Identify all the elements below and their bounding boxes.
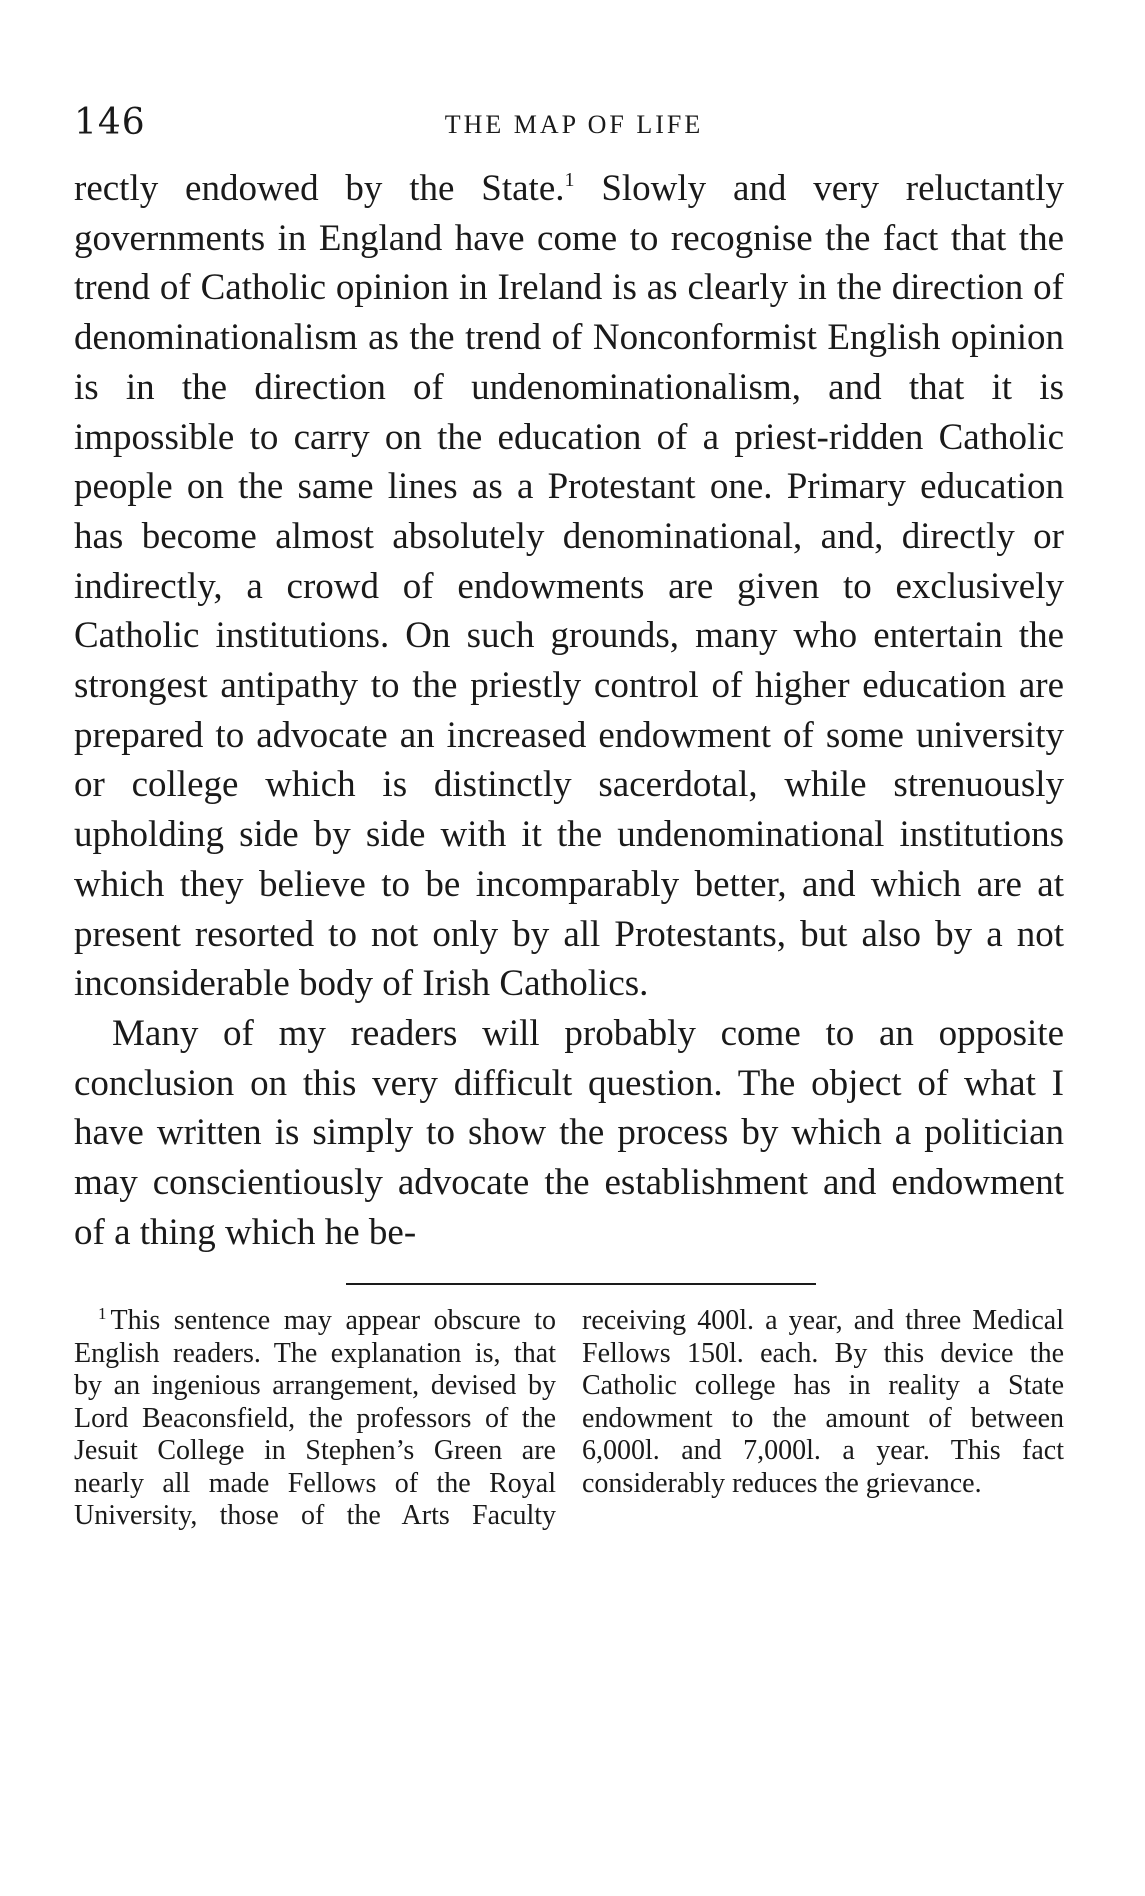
footnote-text: This sentence may appear obscure to English readers. The explanation is, that by an ingenious arrangement, devised by Lord Beaconsfield, the professors of the Jesuit College in Stephen’s Green are nearly all made Fellows of the Royal University, those of the Arts Faculty receiving 400l. a year, and three Medical Fellows 150l. each. By this device the Catholic college has in reality a State endowment to the amount of between 6,000l. and 7,000l. a year. This fact considerably reduces the grievance. xyxy=(74,1305,1064,1532)
body-text xyxy=(74,164,1064,1257)
paragraph-1-start: rectly endowed by the State. xyxy=(74,168,565,209)
running-head xyxy=(74,100,1064,152)
footnote-divider xyxy=(346,1283,816,1285)
footnote-reference: 1 xyxy=(564,169,575,191)
book-page xyxy=(74,100,1064,1533)
page-number: 146 xyxy=(74,102,146,143)
paragraph-2: Many of my readers will probably come to an opposite conclusion on this very difficult question. The object of what I have written is simply to show the process by which a politician may conscientiously advocate the establishment and endowment of a thing which he be- xyxy=(74,1012,1064,1253)
footnote xyxy=(74,1305,1064,1533)
paragraph-1-rest: Slowly and very reluctantly governments in England have come to recognise the fact that the trend of Catholic opinion in Ireland is as clearly in the direction of denominationalism as the trend of Nonconformist English opinion is in the direction of undenominationalism, and that it is impossible to carry on the education of a priest-ridden Catholic people on the same lines as a Protestant one. Primary education has become almost absolutely denominational, and, directly or indirectly, a crowd of endowments are given to exclusively Catholic institutions. On such grounds, many who entertain the strongest antipathy to the priestly control of higher education are prepared to advocate an increased endowment of some university or college which is distinctly sacerdotal, while strenuously upholding side by side with it the undenominational institutions which they believe to be incomparably better, and which are at present resorted to not only by all Protestants, but also by a not inconsiderable body of Irish Catholics. xyxy=(74,168,1064,1005)
footnote-marker: 1 xyxy=(98,1304,107,1324)
paragraph-1 xyxy=(74,164,1064,1009)
running-title: THE MAP OF LIFE xyxy=(444,110,704,139)
